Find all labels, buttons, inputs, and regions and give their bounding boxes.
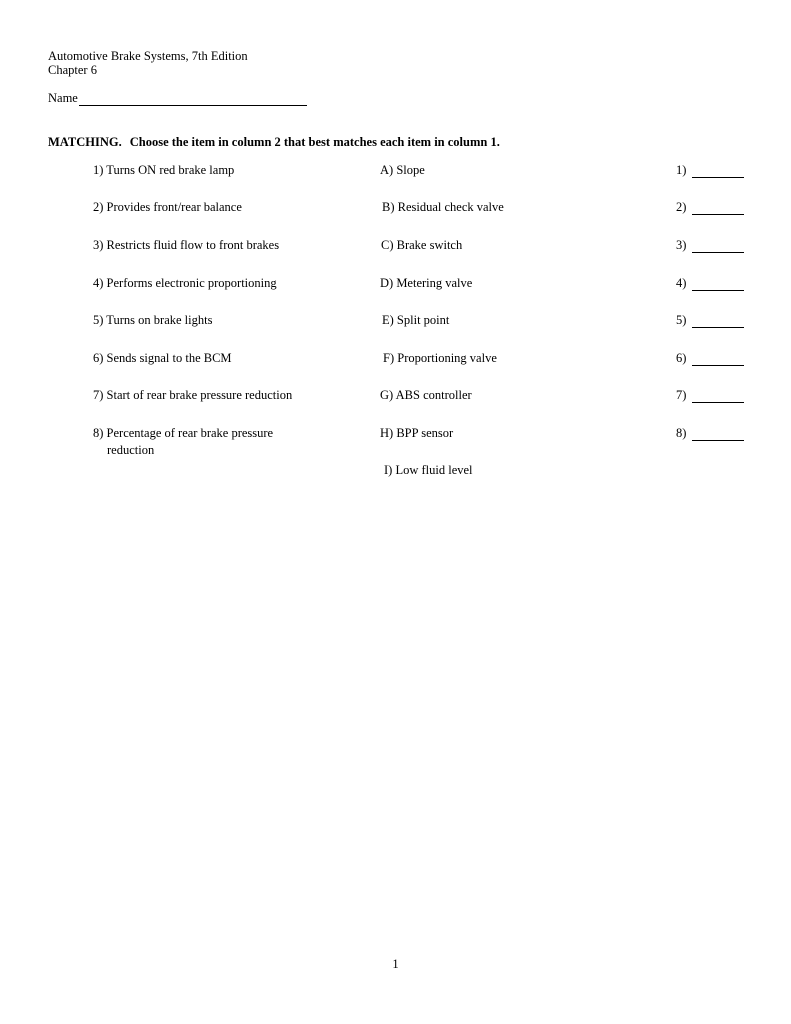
answer-label-1: 1) (676, 163, 687, 177)
answer-label-3: 3) (676, 238, 687, 252)
answer-blank-6[interactable] (692, 353, 744, 366)
column1-item-6: 6) Sends signal to the BCM (93, 351, 232, 365)
answer-blank-4[interactable] (692, 278, 744, 291)
answer-row-3 (676, 238, 744, 253)
answer-row-4 (676, 276, 744, 291)
column1-item-3: 3) Restricts fluid flow to front brakes (93, 238, 280, 252)
name-row (48, 91, 307, 106)
answer-blank-3[interactable] (692, 240, 744, 253)
answer-blank-1[interactable] (692, 165, 744, 178)
column2-item-g: G) ABS controller (380, 388, 472, 402)
answer-row-8 (676, 426, 744, 441)
column2-item-e: E) Split point (382, 313, 450, 327)
answer-blank-5[interactable] (692, 315, 744, 328)
answer-blank-7[interactable] (692, 390, 744, 403)
column1-item-4: 4) Performs electronic proportioning (93, 276, 277, 290)
instructions-text: Choose the item in column 2 that best matches each item in column 1. (129, 135, 500, 149)
book-title: Automotive Brake Systems, 7th Edition (48, 49, 248, 63)
answer-blank-2[interactable] (692, 202, 744, 215)
instructions (48, 135, 500, 150)
column1-item-8-line1: 8) Percentage of rear brake pressure (93, 426, 274, 440)
answer-label-7: 7) (676, 388, 687, 402)
column2-item-h: H) BPP sensor (380, 426, 454, 440)
column1-item-1: 1) Turns ON red brake lamp (93, 163, 235, 177)
column2-item-b: B) Residual check valve (382, 200, 504, 214)
answer-row-2 (676, 200, 744, 215)
instructions-heading: MATCHING. (48, 135, 122, 149)
answer-label-4: 4) (676, 276, 687, 290)
column2-item-f: F) Proportioning valve (383, 351, 497, 365)
answer-row-5 (676, 313, 744, 328)
column1-item-5: 5) Turns on brake lights (93, 313, 213, 327)
column1-item-7: 7) Start of rear brake pressure reduction (93, 388, 293, 402)
column1-item-8 (93, 426, 273, 458)
column2-item-d: D) Metering valve (380, 276, 473, 290)
column2-item-c: C) Brake switch (381, 238, 463, 252)
answer-blank-8[interactable] (692, 428, 744, 441)
page-number: 1 (392, 957, 399, 971)
answer-label-2: 2) (676, 200, 687, 214)
answer-label-6: 6) (676, 351, 687, 365)
answer-row-1 (676, 163, 744, 178)
answer-label-8: 8) (676, 426, 687, 440)
chapter-label: Chapter 6 (48, 63, 97, 77)
name-blank-line[interactable] (79, 93, 307, 106)
column1-item-8-line2: reduction (107, 443, 155, 457)
column2-item-i: I) Low fluid level (384, 463, 473, 477)
answer-row-7 (676, 388, 744, 403)
column2-item-a: A) Slope (380, 163, 425, 177)
answer-label-5: 5) (676, 313, 687, 327)
column1-item-2: 2) Provides front/rear balance (93, 200, 242, 214)
name-label: Name (48, 91, 78, 105)
answer-row-6 (676, 351, 744, 366)
